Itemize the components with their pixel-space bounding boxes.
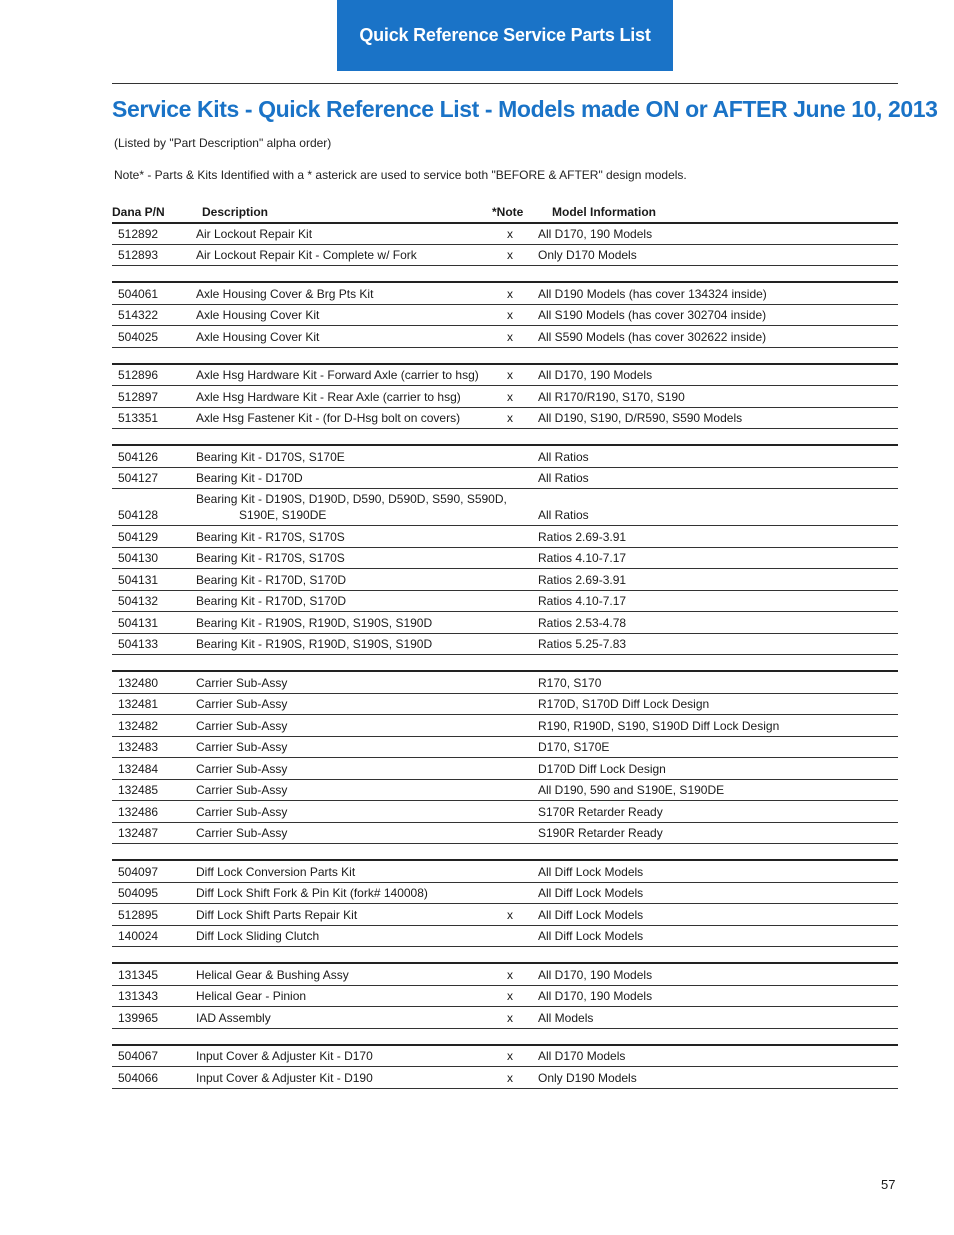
part-number: 512893 (118, 248, 159, 262)
model-information: All D170, 190 Models (538, 368, 653, 382)
part-number: 504132 (118, 594, 159, 608)
table-row (112, 904, 898, 926)
part-number: 504130 (118, 551, 159, 565)
group-separator (112, 1029, 898, 1046)
model-information: R170D, S170D Diff Lock Design (538, 697, 710, 711)
part-number: 504061 (118, 286, 159, 301)
part-number: 512895 (118, 907, 159, 922)
part-description: Bearing Kit - R170D, S170D (196, 594, 347, 608)
table-row (112, 964, 898, 986)
part-description: Air Lockout Repair Kit - Complete w/ Fork (196, 248, 417, 262)
table-row (112, 758, 898, 780)
before-after-note: x (507, 1049, 513, 1063)
model-information: All Ratios (538, 508, 589, 522)
part-number: 513351 (118, 411, 159, 425)
asterisk-note: Note* - Parts & Kits Identified with a * asterick are used to service both "BEFORE & AFTER" design models. (114, 168, 687, 182)
part-number: 504126 (118, 449, 159, 464)
table-row (112, 223, 898, 245)
listing-order-note: (Listed by "Part Description" alpha order) (114, 136, 332, 150)
part-number: 139965 (118, 1010, 159, 1025)
model-information: Ratios 2.69-3.91 (538, 572, 627, 587)
part-description: Axle Housing Cover Kit (196, 308, 320, 322)
section-header-tab (337, 0, 673, 71)
group-separator (112, 655, 898, 672)
table-row (112, 861, 898, 883)
part-number: 504131 (118, 572, 159, 587)
part-description: Axle Hsg Hardware Kit - Rear Axle (carrier to hsg) (196, 389, 461, 404)
table-row (112, 801, 898, 823)
before-after-note: x (507, 389, 513, 404)
before-after-note: x (507, 989, 513, 1003)
table-row (112, 365, 898, 387)
part-description: Diff Lock Sliding Clutch (196, 929, 320, 943)
part-description: Bearing Kit - R170S, S170S (196, 551, 345, 565)
part-number: 132480 (118, 675, 159, 690)
part-description: Helical Gear - Pinion (196, 989, 307, 1003)
model-information: All D170, 190 Models (538, 967, 653, 982)
table-row (112, 715, 898, 737)
part-description: Diff Lock Conversion Parts Kit (196, 864, 356, 879)
model-information: Ratios 4.10-7.17 (538, 594, 627, 608)
part-number: 131345 (118, 967, 159, 982)
table-row (112, 305, 898, 327)
part-number: 504133 (118, 637, 159, 651)
section-header-label: Quick Reference Service Parts List (359, 25, 651, 45)
before-after-note: x (507, 1010, 513, 1025)
part-number: 132484 (118, 761, 159, 776)
column-header-model: Model Information (552, 205, 656, 219)
part-number: 504128 (118, 508, 159, 522)
model-information: S190R Retarder Ready (538, 826, 663, 840)
part-description: Carrier Sub-Assy (196, 804, 288, 819)
table-header (112, 204, 898, 224)
part-description: Carrier Sub-Assy (196, 761, 288, 776)
before-after-note: x (507, 411, 513, 425)
part-description: Helical Gear & Bushing Assy (196, 967, 349, 982)
model-information: All Diff Lock Models (538, 929, 644, 943)
model-information: All D190 Models (has cover 134324 inside) (538, 286, 767, 301)
model-information: All Ratios (538, 449, 589, 464)
part-description: Diff Lock Shift Fork & Pin Kit (fork# 140008) (196, 886, 428, 900)
table-row (112, 737, 898, 759)
model-information: D170, S170E (538, 740, 610, 754)
table-row (112, 591, 898, 613)
part-number: 132485 (118, 783, 159, 797)
part-description: Air Lockout Repair Kit (196, 226, 313, 241)
model-information: All S590 Models (has cover 302622 inside) (538, 329, 767, 344)
table-row (112, 326, 898, 348)
before-after-note: x (507, 1070, 513, 1085)
group-separator (112, 266, 898, 283)
page-title: Service Kits - Quick Reference List - Models made ON or AFTER June 10, 2013 (112, 96, 938, 122)
part-number: 504067 (118, 1049, 159, 1063)
before-after-note: x (507, 368, 513, 382)
table-row (112, 548, 898, 570)
before-after-note: x (507, 226, 513, 241)
model-information: All D170, 190 Models (538, 989, 653, 1003)
table-row (112, 489, 898, 526)
model-information: R190, R190D, S190, S190D Diff Lock Design (538, 718, 780, 733)
table-row (112, 926, 898, 948)
parts-table (112, 223, 898, 1089)
model-information: Only D190 Models (538, 1070, 637, 1085)
model-information: All S190 Models (has cover 302704 inside) (538, 308, 767, 322)
part-description: Bearing Kit - R170D, S170D (196, 572, 347, 587)
model-information: All Diff Lock Models (538, 886, 644, 900)
part-number: 504066 (118, 1070, 159, 1085)
model-information: D170D Diff Lock Design (538, 761, 666, 776)
table-row (112, 386, 898, 408)
part-description: Bearing Kit - R190S, R190D, S190S, S190D (196, 637, 433, 651)
part-description: Axle Hsg Fastener Kit - (for D-Hsg bolt on covers) (196, 411, 461, 425)
group-separator (112, 844, 898, 861)
model-information: All Diff Lock Models (538, 907, 644, 922)
part-number: 514322 (118, 308, 159, 322)
part-description: Bearing Kit - R190S, R190D, S190S, S190D (196, 615, 433, 630)
column-header-description: Description (202, 205, 269, 219)
model-information: All D190, 590 and S190E, S190DE (538, 783, 725, 797)
model-information: All D170 Models (538, 1049, 626, 1063)
before-after-note: x (507, 286, 513, 301)
table-row (112, 283, 898, 305)
table-row (112, 569, 898, 591)
part-number: 504127 (118, 471, 159, 485)
part-number: 140024 (118, 929, 159, 943)
part-description: Axle Housing Cover Kit (196, 329, 320, 344)
top-divider (112, 83, 898, 84)
part-number: 504095 (118, 886, 159, 900)
table-row (112, 1067, 898, 1089)
part-description: Input Cover & Adjuster Kit - D190 (196, 1070, 373, 1085)
model-information: Ratios 2.69-3.91 (538, 529, 627, 544)
part-number: 132487 (118, 826, 159, 840)
part-description: Carrier Sub-Assy (196, 783, 288, 797)
part-description: Bearing Kit - D170S, S170E (196, 449, 345, 464)
model-information: S170R Retarder Ready (538, 804, 663, 819)
part-number: 512892 (118, 226, 159, 241)
part-description (196, 491, 507, 523)
part-number: 512896 (118, 368, 159, 382)
table-row (112, 672, 898, 694)
part-description: Diff Lock Shift Parts Repair Kit (196, 907, 358, 922)
part-description: Carrier Sub-Assy (196, 675, 288, 690)
table-row (112, 780, 898, 802)
table-row (112, 526, 898, 548)
model-information: All Diff Lock Models (538, 864, 644, 879)
part-number: 132483 (118, 740, 159, 754)
table-row (112, 883, 898, 905)
model-information: R170, S170 (538, 675, 602, 690)
table-row (112, 694, 898, 716)
part-description: Bearing Kit - D170D (196, 471, 303, 485)
model-information: Ratios 5.25-7.83 (538, 637, 627, 651)
part-description: Axle Housing Cover & Brg Pts Kit (196, 286, 374, 301)
before-after-note: x (507, 907, 513, 922)
part-description: IAD Assembly (196, 1010, 271, 1025)
table-row (112, 823, 898, 845)
part-number: 512897 (118, 389, 159, 404)
table-row (112, 1007, 898, 1029)
part-number: 504097 (118, 864, 159, 879)
part-description: Carrier Sub-Assy (196, 697, 288, 711)
model-information: Only D170 Models (538, 248, 637, 262)
model-information: All D170, 190 Models (538, 226, 653, 241)
column-header-pn: Dana P/N (112, 205, 165, 219)
table-row (112, 1046, 898, 1068)
column-header-note: *Note (492, 205, 524, 219)
table-row (112, 468, 898, 490)
part-description: Bearing Kit - R170S, S170S (196, 529, 345, 544)
table-row (112, 245, 898, 267)
part-number: 132481 (118, 697, 159, 711)
part-number: 132482 (118, 718, 159, 733)
before-after-note: x (507, 967, 513, 982)
group-separator (112, 348, 898, 365)
model-information: Ratios 2.53-4.78 (538, 615, 627, 630)
part-number: 132486 (118, 804, 159, 819)
table-row (112, 986, 898, 1008)
group-separator (112, 429, 898, 446)
before-after-note: x (507, 248, 513, 262)
group-separator (112, 947, 898, 964)
model-information: All D190, S190, D/R590, S590 Models (538, 411, 743, 425)
before-after-note: x (507, 308, 513, 322)
part-number: 504131 (118, 615, 159, 630)
before-after-note: x (507, 329, 513, 344)
page-number: 57 (881, 1177, 896, 1192)
model-information: Ratios 4.10-7.17 (538, 551, 627, 565)
part-number: 504025 (118, 329, 159, 344)
table-row (112, 408, 898, 430)
part-description: Carrier Sub-Assy (196, 740, 288, 754)
part-number: 131343 (118, 989, 159, 1003)
model-information: All R170/R190, S170, S190 (538, 389, 685, 404)
part-description: Carrier Sub-Assy (196, 718, 288, 733)
part-description-line2: S190E, S190DE (239, 508, 327, 522)
part-description: Carrier Sub-Assy (196, 826, 288, 840)
model-information: All Models (538, 1010, 594, 1025)
model-information: All Ratios (538, 471, 589, 485)
table-row (112, 446, 898, 468)
part-description: Axle Hsg Hardware Kit - Forward Axle (carrier to hsg) (196, 368, 479, 382)
table-row (112, 612, 898, 634)
table-row (112, 634, 898, 656)
part-description-line1: Bearing Kit - D190S, D190D, D590, D590D, S590, S590D, (196, 492, 507, 506)
part-description: Input Cover & Adjuster Kit - D170 (196, 1049, 373, 1063)
part-number: 504129 (118, 529, 159, 544)
